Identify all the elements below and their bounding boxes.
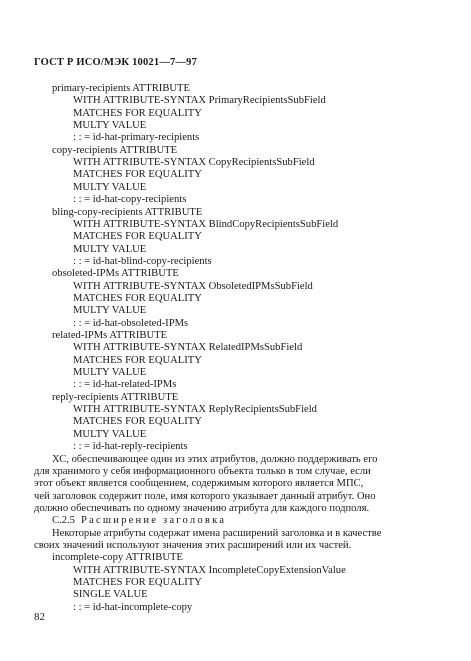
text-line — [34, 466, 371, 478]
text-line — [73, 120, 146, 132]
text-line — [52, 268, 179, 280]
line-text: C.2.5 — [52, 515, 75, 527]
line-text: MATCHES FOR EQUALITY — [73, 169, 202, 181]
page-number: 82 — [34, 611, 45, 623]
line-text: должно обеспечивать по одному значению атрибута для каждого подполя. — [34, 502, 370, 514]
line-text: : : = id-hat-incomplete-copy — [73, 601, 193, 613]
line-text: MULTY VALUE — [73, 181, 147, 193]
text-line — [73, 589, 148, 601]
text-line — [73, 404, 317, 416]
line-text: для хранимого у себя информационного объекта только в том случае, если — [34, 465, 371, 477]
text-line — [73, 95, 326, 107]
line-text: SINGLE VALUE — [73, 589, 148, 601]
line-text: Некоторые атрибуты содержат имена расширений заголовка и в качестве — [52, 527, 382, 539]
text-line — [34, 503, 369, 515]
text-line — [73, 231, 202, 243]
text-line — [52, 330, 167, 342]
text-line — [52, 528, 381, 540]
line-text: obsoleted-IPMs ATTRIBUTE — [52, 268, 179, 280]
text-line — [73, 256, 212, 268]
line-text: MULTY VALUE — [73, 305, 147, 317]
line-text: своих значений используют значения этих расширений или их частей. — [34, 540, 352, 551]
line-text: related-IPMs ATTRIBUTE — [52, 330, 168, 341]
line-text: WITH ATTRIBUTE-SYNTAX IncompleteCopyExtensionValue — [73, 564, 346, 576]
text-line — [73, 416, 202, 428]
line-text: : : = id-hat-obsoleted-IPMs — [73, 317, 189, 329]
line-text: MULTY VALUE — [73, 428, 147, 440]
text-line — [73, 169, 202, 181]
line-text: WITH ATTRIBUTE-SYNTAX ReplyRecipientsSubField — [73, 404, 317, 416]
text-line — [73, 182, 146, 194]
text-line — [73, 441, 188, 453]
text-line — [73, 429, 146, 441]
text-line — [73, 281, 313, 293]
text-line — [73, 293, 202, 305]
text-line — [73, 244, 146, 256]
text-line — [34, 491, 376, 503]
text-line — [73, 219, 338, 231]
line-text: primary-recipients ATTRIBUTE — [52, 83, 190, 94]
line-text: WITH ATTRIBUTE-SYNTAX BlindCopyRecipientsSubField — [73, 218, 339, 230]
text-line — [52, 83, 190, 95]
line-text: : : = id-hat-related-IPMs — [73, 379, 177, 391]
text-line — [52, 552, 183, 564]
section-heading: Расширение заголовка — [80, 515, 227, 527]
line-text: MATCHES FOR EQUALITY — [73, 292, 202, 304]
line-text: : : = id-hat-primary-recipients — [73, 132, 200, 144]
line-text: WITH ATTRIBUTE-SYNTAX CopyRecipientsSubField — [73, 157, 315, 169]
line-text: MULTY VALUE — [73, 367, 147, 379]
line-text: WITH ATTRIBUTE-SYNTAX ObsoletedIPMsSubField — [73, 280, 313, 292]
line-text: : : = id-hat-reply-recipients — [73, 441, 188, 453]
line-text: MATCHES FOR EQUALITY — [73, 107, 202, 119]
text-line — [73, 157, 315, 169]
line-text: incomplete-copy ATTRIBUTE — [52, 552, 183, 564]
line-text: этот объект является сообщением, содержимым которого является МПС, — [34, 478, 364, 490]
text-line — [52, 392, 178, 404]
text-line — [73, 355, 202, 367]
text-line — [73, 132, 199, 144]
text-line — [73, 565, 346, 577]
text-line — [73, 577, 202, 589]
text-line — [73, 367, 146, 379]
text-line — [34, 478, 363, 490]
line-text: MATCHES FOR EQUALITY — [73, 231, 202, 243]
text-line — [52, 515, 226, 527]
line-text: copy-recipients ATTRIBUTE — [52, 144, 178, 156]
line-text: MATCHES FOR EQUALITY — [73, 577, 202, 588]
text-line — [73, 318, 188, 330]
text-line — [73, 305, 146, 317]
text-line — [52, 145, 177, 157]
line-text: bling-copy-recipients ATTRIBUTE — [52, 206, 203, 218]
text-line — [52, 454, 377, 466]
text-line — [73, 108, 202, 120]
line-text: : : = id-hat-copy-recipients — [73, 194, 187, 206]
document-header: ГОСТ Р ИСО/МЭК 10021—7—97 — [34, 57, 198, 68]
text-line — [73, 342, 302, 354]
text-line — [73, 379, 176, 391]
text-line — [73, 194, 186, 206]
line-text: MATCHES FOR EQUALITY — [73, 416, 202, 428]
line-text: WITH ATTRIBUTE-SYNTAX RelatedIPMsSubField — [73, 342, 303, 354]
line-text: WITH ATTRIBUTE-SYNTAX PrimaryRecipientsSubField — [73, 95, 326, 107]
line-text: чей заголовок содержит поле, имя которого указывает данный атрибут. Оно — [34, 490, 376, 502]
text-line — [52, 207, 202, 219]
line-text: ХС, обеспечивающее один из этих атрибутов, должно поддерживать его — [52, 453, 378, 465]
text-line — [34, 540, 351, 552]
line-text: MULTY VALUE — [73, 243, 147, 255]
line-text: : : = id-hat-blind-copy-recipients — [73, 255, 212, 267]
line-text: reply-recipients ATTRIBUTE — [52, 391, 179, 403]
line-text: MULTY VALUE — [73, 120, 147, 131]
text-line — [73, 602, 192, 614]
line-text: MATCHES FOR EQUALITY — [73, 354, 202, 366]
